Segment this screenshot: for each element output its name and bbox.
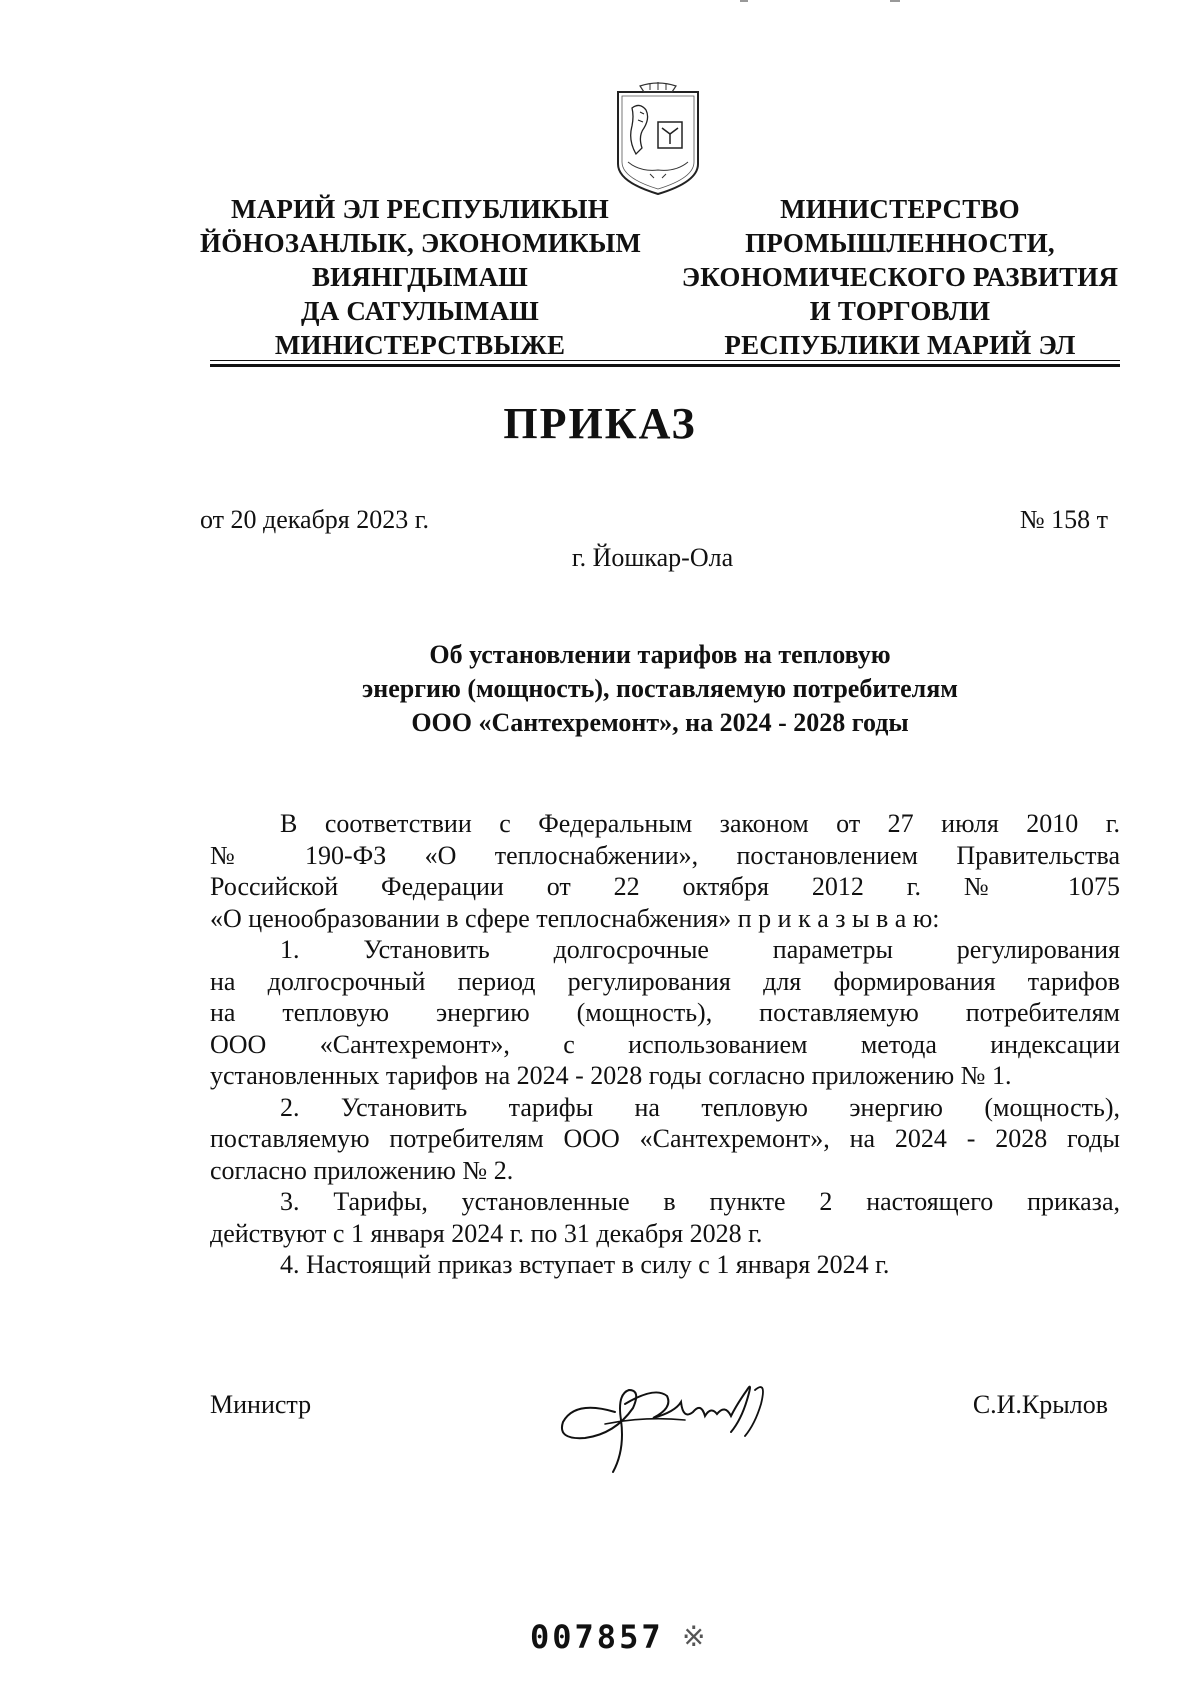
subject-line: Об установлении тарифов на тепловую (429, 640, 891, 669)
header-right-line: РЕСПУБЛИКИ МАРИЙ ЭЛ (724, 330, 1076, 360)
header-right-block (680, 192, 1120, 362)
header-left-line: МИНИСТЕРСТВЫЖЕ (274, 330, 566, 360)
body-line: согласно приложению № 2. (210, 1155, 514, 1185)
body-line: 2. Установить тарифы на тепловую энергию (мощность), (280, 1092, 1120, 1122)
body-line: 1. Установить долгосрочные параметры регулирования (280, 935, 1120, 964)
header-divider-thin (210, 360, 1120, 361)
coat-of-arms-emblem (610, 78, 706, 196)
signatory-name: С.И.Крылов (972, 1390, 1108, 1419)
scan-edge-mark (740, 0, 960, 4)
header-right-line: И ТОРГОВЛИ (809, 296, 991, 326)
document-subject (200, 638, 1120, 740)
body-line: «О ценообразовании в сфере теплоснабжения» п р и к а з ы в а ю: (210, 903, 940, 933)
subject-line: ООО «Сантехремонт», на 2024 - 2028 годы (411, 708, 909, 737)
document-body (210, 808, 1120, 1281)
body-line: Российской Федерации от 22 октября 2012 г. № 1075 (210, 872, 1120, 901)
body-line: 3. Тарифы, установленные в пункте 2 настоящего приказа, (280, 1187, 1120, 1216)
header-left-block (200, 192, 640, 362)
signatory-title: Министр (210, 1390, 312, 1419)
body-line: на долгосрочный период регулирования для формирования тарифов (210, 966, 1120, 996)
document-type-title: ПРИКАЗ (503, 399, 697, 448)
body-line: поставляемую потребителям ООО «Сантехремонт», на 2024 - 2028 годы (210, 1124, 1120, 1153)
document-city: г. Йошкар-Ола (571, 543, 734, 572)
document-number: № 158 т (1019, 505, 1108, 534)
subject-line: энергию (мощность), поставляемую потребителям (361, 674, 958, 703)
handwritten-signature (555, 1360, 795, 1480)
body-line: В соответствии с Федеральным законом от 27 июля 2010 г. (280, 809, 1120, 838)
serial-mark-icon: ※ (682, 1622, 706, 1653)
document-date: от 20 декабря 2023 г. (200, 505, 429, 534)
body-line: установленных тарифов на 2024 - 2028 годы согласно приложению № 1. (210, 1061, 1012, 1090)
body-line: на тепловую энергию (мощность), поставляемую потребителям (210, 998, 1120, 1027)
serial-number: 007857 (530, 1618, 664, 1656)
body-line: № 190-ФЗ «О теплоснабжении», постановлением Правительства (210, 840, 1120, 870)
header-right-line: ПРОМЫШЛЕННОСТИ, (745, 228, 1055, 258)
header-left-line: ЙӦНОЗАНЛЫК, ЭКОНОМИКЫМ (200, 228, 642, 258)
header-right-line: МИНИСТЕРСТВО (780, 194, 1020, 224)
body-line: действуют с 1 января 2024 г. по 31 декабря 2028 г. (210, 1218, 763, 1248)
body-line: ООО «Сантехремонт», с использованием метода индексации (210, 1029, 1120, 1059)
header-left-line: ДА САТУЛЫМАШ (300, 296, 540, 326)
header-right-line: ЭКОНОМИЧЕСКОГО РАЗВИТИЯ (681, 262, 1119, 292)
header-divider-thick (210, 364, 1120, 367)
body-line: 4. Настоящий приказ вступает в силу с 1 января 2024 г. (280, 1250, 890, 1279)
header-left-line: ВИЯНГДЫМАШ (311, 262, 529, 292)
header-left-line: МАРИЙ ЭЛ РЕСПУБЛИКЫН (231, 194, 609, 224)
